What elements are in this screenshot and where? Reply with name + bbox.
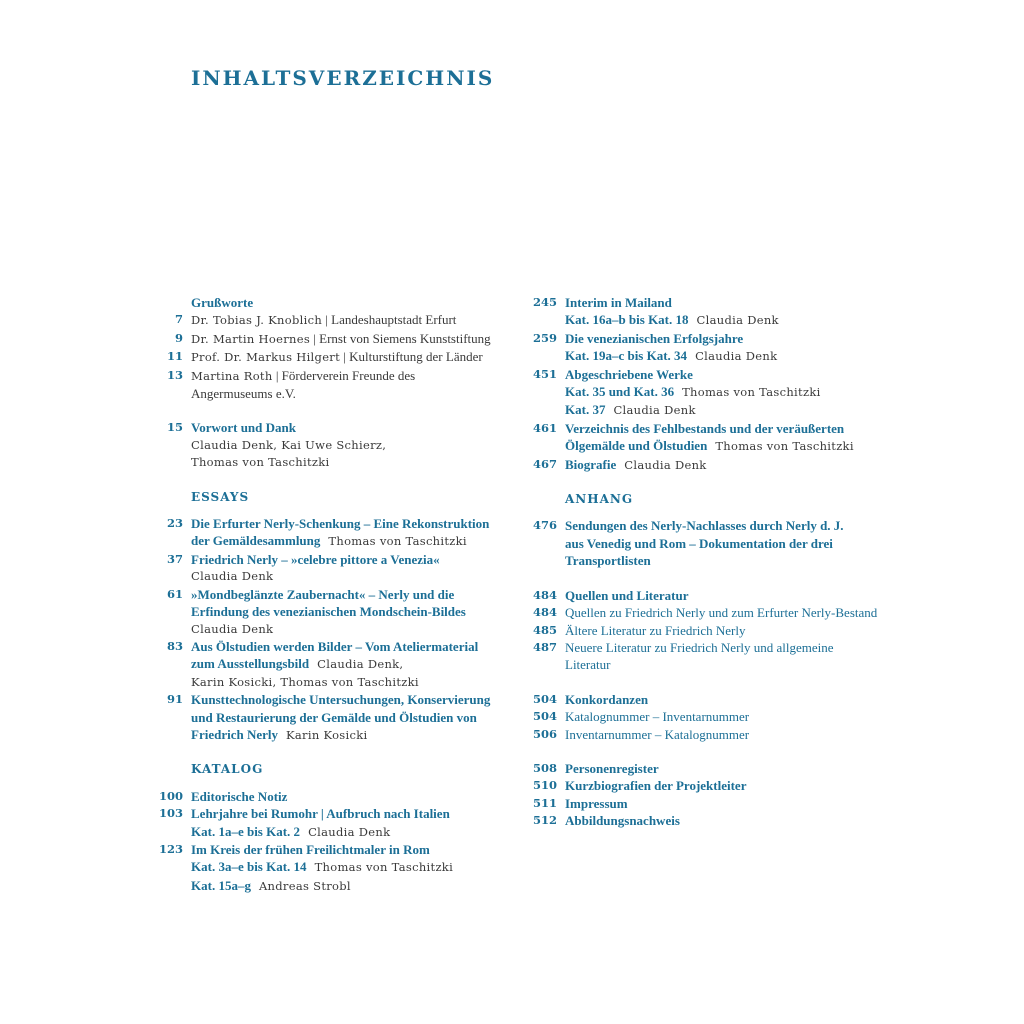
author: Claudia Denk [695,349,778,364]
entry-title: Kurzbiografien der Projektleiter [565,778,747,794]
entry-title: Sendungen des Nerly-Nachlasses durch Nerly d. J. [565,518,844,534]
page-number: 467 [532,456,557,471]
entry-title: Inventarnummer – Katalognummer [565,726,750,742]
entry-title: Im Kreis der frühen Freilichtmaler in Rom [191,841,430,857]
author: Claudia Denk [191,621,274,636]
page-number: 511 [532,795,557,810]
entry-title: Interim in Mailand [565,295,672,310]
section-heading: ANHANG [565,492,634,507]
entry-title: Neuere Literatur zu Friedrich Nerly und allgemeine [565,639,834,655]
toc-entry[interactable] [150,311,520,329]
entry-title: zum Ausstellungsbild [191,656,310,672]
entry-title: Erfindung des venezianischen Mondschein-Bildes [191,604,466,620]
page-number: 9 [174,330,183,345]
toc-right-column [524,294,894,830]
author: Claudia Denk, [317,657,404,672]
toc-left-column [150,294,520,895]
page-number: 91 [166,692,183,707]
section-heading-essays [150,489,520,506]
toc-subentry[interactable] [524,604,894,621]
toc-entry[interactable] [150,551,520,568]
entry-title: »Mondbeglänzte Zaubernacht« – Nerly und die [191,586,455,602]
toc-entry[interactable] [524,517,894,534]
page-number: 15 [166,420,183,435]
author: Thomas von Taschitzki [328,534,467,549]
catalog-range: Kat. 3a–e bis Kat. 14 [191,859,307,875]
entry-title: Transportlisten [565,553,651,569]
page-number: 512 [532,813,557,828]
page-number: 259 [532,330,557,345]
author: Dr. Tobias J. Knoblich [191,313,323,328]
organization: | Landeshauptstadt Erfurt [322,312,457,328]
entry-title: Impressum [565,795,628,811]
page-number: 504 [532,691,557,706]
toc-entry[interactable] [524,294,894,311]
author: Claudia Denk [613,403,696,418]
section-heading-katalog [150,761,520,778]
page-number: 487 [532,639,557,654]
author: Thomas von Taschitzki [314,860,454,875]
organization-continued: Angermuseums e.V. [191,386,296,402]
toc-subentry[interactable] [524,622,894,639]
toc-entry[interactable] [150,788,520,805]
page-number: 484 [532,605,557,620]
page-number: 510 [532,778,557,793]
entry-title: Quellen zu Friedrich Nerly und zum Erfurter Nerly-Bestand [565,605,878,621]
author: Thomas von Taschitzki [191,455,330,470]
page-number: 11 [166,349,183,364]
author: Claudia Denk [696,313,779,328]
author: Thomas von Taschitzki [715,439,854,454]
entry-title: Abgeschriebene Werke [565,366,693,382]
toc-entry[interactable] [524,812,894,829]
entry-title: Katalognummer – Inventarnummer [565,709,750,725]
page-number: 504 [532,709,557,724]
section-heading-anhang [524,491,894,508]
entry-title: Verzeichnis des Fehlbestands und der veräußerten [565,420,845,436]
page-number: 23 [166,516,183,531]
toc-entry-vorwort[interactable] [150,419,520,436]
section-heading: Grußworte [191,295,254,310]
entry-title: Friedrich Nerly – »celebre pittore a Venezia« [191,551,440,567]
toc-entry[interactable] [524,691,894,708]
entry-title: und Restaurierung der Gemälde und Ölstudien von [191,709,477,725]
author: Karin Kosicki, Thomas von Taschitzki [191,674,419,689]
toc-subentry[interactable] [524,708,894,725]
entry-title: Abbildungsnachweis [565,813,680,829]
toc-entry[interactable] [524,456,894,474]
author: Karin Kosicki [286,727,368,742]
entry-title: Personenregister [565,760,659,776]
author: Thomas von Taschitzki [682,385,821,400]
page-number: 485 [532,622,557,637]
entry-title: Die venezianischen Erfolgsjahre [565,330,744,346]
catalog-range: Kat. 16a–b bis Kat. 18 [565,312,689,328]
toc-entry[interactable] [150,805,520,822]
toc-entry[interactable] [524,777,894,794]
catalog-range: Kat. 35 und Kat. 36 [565,384,675,400]
organization: | Ernst von Siemens Kunststiftung [310,330,491,346]
entry-title: Konkordanzen [565,691,649,707]
entry-title: Ältere Literatur zu Friedrich Nerly [565,622,746,638]
toc-entry[interactable] [150,638,520,655]
toc-entry[interactable] [524,330,894,347]
entry-title: Literatur [565,657,611,673]
page-number: 461 [532,420,557,435]
toc-entry[interactable] [524,587,894,604]
entry-title: Aus Ölstudien werden Bilder – Vom Ateliermaterial [191,638,479,654]
author: Claudia Denk [624,457,707,472]
entry-title: Quellen und Literatur [565,587,689,603]
page-number: 506 [532,726,557,741]
author: Andreas Strobl [258,878,351,893]
page-number: 7 [174,312,183,327]
entry-title: Kunsttechnologische Untersuchungen, Konservierung [191,692,491,708]
catalog-range: Kat. 1a–e bis Kat. 2 [191,823,301,839]
entry-title: Friedrich Nerly [191,726,278,742]
entry-title: Ölgemälde und Ölstudien [565,438,708,454]
page-number: 476 [532,518,557,533]
entry-title: Editorische Notiz [191,788,288,804]
toc-entry[interactable] [150,515,520,532]
page-number: 13 [166,367,183,382]
author: Claudia Denk, Kai Uwe Schierz, [191,437,387,452]
page-number: 245 [532,295,557,309]
author: Claudia Denk [191,569,274,584]
page-number: 508 [532,760,557,775]
organization: | Kulturstiftung der Länder [340,349,483,365]
toc-entry[interactable] [150,367,520,385]
author: Dr. Martin Hoernes [191,331,311,346]
page-number: 83 [166,638,183,653]
catalog-range: Kat. 19a–c bis Kat. 34 [565,348,688,364]
organization: | Förderverein Freunde des [272,367,416,383]
toc-subentry[interactable] [524,639,894,656]
author: Claudia Denk [308,824,391,839]
page-number: 484 [532,587,557,602]
toc-entry[interactable] [150,330,520,348]
page-number: 103 [158,806,183,821]
catalog-range: Kat. 37 [565,402,606,418]
toc-entry[interactable] [524,795,894,812]
section-heading-grussworte [150,294,520,311]
section-heading: ESSAYS [191,489,250,504]
catalog-range: Kat. 15a–g [191,877,251,893]
page-number: 123 [158,841,183,856]
toc-entry[interactable] [150,841,520,858]
author: Martina Roth [191,368,273,383]
entry-title: aus Venedig und Rom – Dokumentation der drei [565,535,833,551]
toc-entry[interactable] [150,348,520,366]
toc-entry[interactable] [524,760,894,777]
page-number: 37 [166,551,183,566]
toc-entry[interactable] [524,366,894,383]
toc-subentry[interactable] [524,726,894,743]
entry-title: Lehrjahre bei Rumohr | Aufbruch nach Italien [191,806,450,822]
page-number: 451 [532,366,557,381]
page-number: 100 [158,788,183,803]
toc-entry[interactable] [150,691,520,708]
author: Prof. Dr. Markus Hilgert [191,350,341,365]
entry-title: Biografie [565,456,617,472]
entry-title: der Gemäldesammlung [191,533,321,549]
section-heading: KATALOG [191,762,264,777]
page-title: INHALTSVERZEICHNIS [191,66,495,90]
toc-entry[interactable] [524,420,894,437]
page-number: 61 [166,586,183,601]
entry-title: Die Erfurter Nerly-Schenkung – Eine Rekonstruktion [191,516,490,532]
toc-entry[interactable] [150,586,520,603]
entry-title: Vorwort und Dank [191,420,296,436]
